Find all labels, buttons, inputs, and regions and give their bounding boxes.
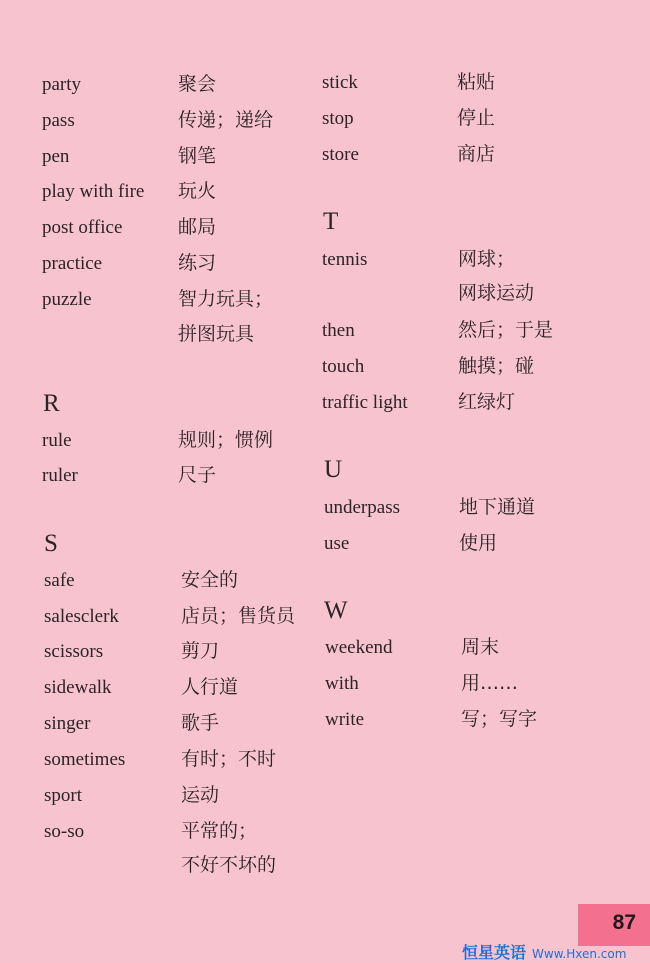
- meaning: 歌手: [181, 712, 220, 734]
- meaning: 商店: [457, 143, 496, 165]
- meaning: 周末: [461, 636, 500, 658]
- meaning: 智力玩具；: [178, 288, 274, 310]
- word: use: [324, 533, 350, 554]
- word: scissors: [44, 641, 104, 662]
- watermark: [462, 940, 626, 963]
- word: tennis: [322, 249, 368, 270]
- meaning-continued: 拼图玩具: [178, 323, 255, 345]
- page-number: 87: [612, 911, 636, 934]
- meaning: 地下通道: [459, 496, 536, 518]
- meaning: 网球；: [458, 248, 516, 270]
- word: store: [322, 144, 359, 165]
- meaning: 有时；不时: [181, 748, 277, 770]
- meaning: 红绿灯: [458, 391, 516, 413]
- word: touch: [322, 356, 365, 377]
- word: pen: [42, 146, 70, 167]
- meaning: 停止: [457, 107, 496, 129]
- word: salesclerk: [44, 606, 119, 627]
- section-header-u: U: [324, 456, 343, 483]
- word: then: [322, 320, 355, 341]
- meaning: 传递；递给: [178, 109, 274, 131]
- word: traffic light: [322, 392, 408, 413]
- word: safe: [44, 570, 75, 591]
- meaning: 安全的: [181, 569, 239, 591]
- word: sometimes: [44, 749, 126, 770]
- word: sidewalk: [44, 677, 112, 698]
- section-header-r: R: [43, 390, 60, 417]
- meaning: 然后；于是: [458, 319, 554, 341]
- word: singer: [44, 713, 91, 734]
- watermark-brand: 恒星英语: [462, 943, 527, 962]
- word: stick: [322, 72, 358, 93]
- meaning: 店员；售货员: [181, 605, 296, 627]
- word: ruler: [42, 465, 78, 486]
- meaning: 聚会: [178, 73, 217, 95]
- word: rule: [42, 430, 72, 451]
- meaning: 使用: [459, 532, 498, 554]
- section-header-s: S: [44, 530, 58, 557]
- meaning: 钢笔: [178, 145, 217, 167]
- meaning-continued: 不好不坏的: [181, 854, 277, 876]
- word: play with fire: [42, 181, 145, 202]
- meaning: 平常的；: [181, 820, 258, 842]
- word: stop: [322, 108, 354, 129]
- meaning: 人行道: [181, 676, 239, 698]
- meaning: 尺子: [178, 464, 217, 486]
- word: underpass: [324, 497, 400, 518]
- meaning: 邮局: [178, 216, 217, 238]
- word: so-so: [44, 821, 85, 842]
- meaning: 触摸；碰: [458, 355, 535, 377]
- meaning: 练习: [178, 252, 217, 274]
- meaning-continued: 网球运动: [458, 282, 535, 304]
- word: party: [42, 74, 82, 95]
- word: with: [325, 673, 359, 694]
- meaning: 运动: [181, 784, 220, 806]
- word: puzzle: [42, 289, 92, 310]
- section-header-w: W: [324, 597, 348, 624]
- meaning: 粘贴: [457, 71, 496, 93]
- word: pass: [42, 110, 75, 131]
- word: practice: [42, 253, 103, 274]
- meaning: 规则；惯例: [178, 429, 274, 451]
- word: post office: [42, 217, 123, 238]
- word: sport: [44, 785, 82, 806]
- watermark-url: Www.Hxen.com: [532, 947, 627, 961]
- word: weekend: [325, 637, 393, 658]
- word: write: [325, 709, 365, 730]
- meaning: 玩火: [178, 180, 217, 202]
- meaning: 写；写字: [461, 708, 538, 730]
- section-header-t: T: [323, 208, 339, 235]
- meaning: 剪刀: [181, 640, 220, 662]
- meaning: 用……: [461, 672, 519, 694]
